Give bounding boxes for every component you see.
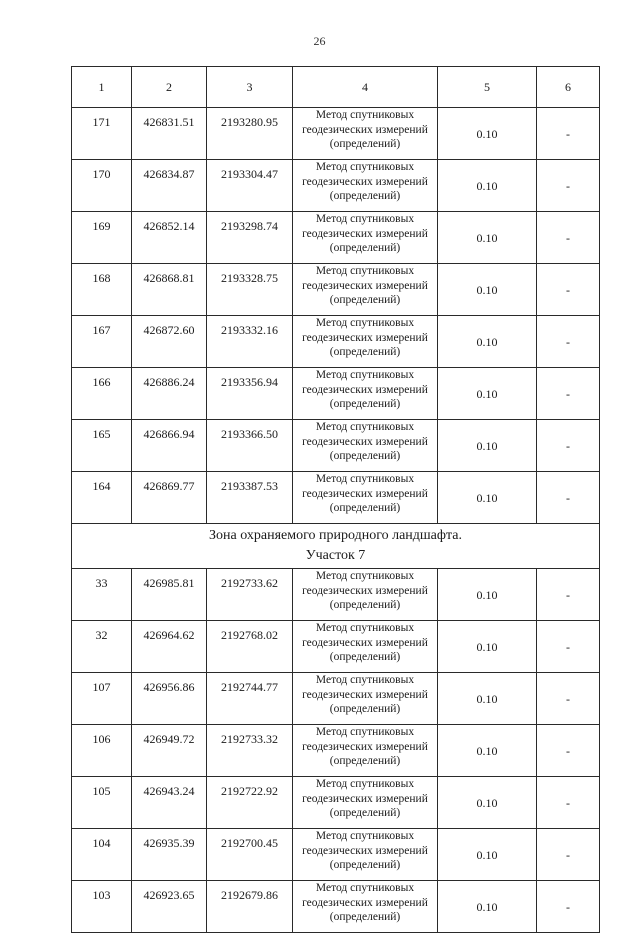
method-line-3: (определений)	[329, 859, 401, 871]
method-line-3: (определений)	[329, 703, 401, 715]
method-line-1: Метод спутниковых	[315, 109, 415, 121]
coordinate-y: 2193332.16	[207, 316, 293, 368]
method-cell	[293, 881, 438, 933]
point-number: 168	[72, 264, 132, 316]
note-value: -	[537, 160, 600, 212]
point-number: 33	[72, 569, 132, 621]
method-line-3: (определений)	[329, 346, 401, 358]
method-cell	[293, 368, 438, 420]
coordinate-x: 426834.87	[132, 160, 207, 212]
coordinate-y: 2192733.32	[207, 725, 293, 777]
note-value: -	[537, 420, 600, 472]
accuracy-value: 0.10	[438, 316, 537, 368]
accuracy-value: 0.10	[438, 264, 537, 316]
point-number: 107	[72, 673, 132, 725]
coordinate-x: 426923.65	[132, 881, 207, 933]
table-row	[72, 881, 600, 933]
method-line-3: (определений)	[329, 755, 401, 767]
note-value: -	[537, 316, 600, 368]
table-row	[72, 472, 600, 524]
table-row	[72, 420, 600, 472]
method-line-1: Метод спутниковых	[315, 161, 415, 173]
method-cell	[293, 160, 438, 212]
coordinate-y: 2193280.95	[207, 108, 293, 160]
table-row	[72, 777, 600, 829]
method-line-2: геодезических измерений	[302, 636, 428, 649]
note-value: -	[537, 472, 600, 524]
note-value: -	[537, 264, 600, 316]
method-line-1: Метод спутниковых	[315, 213, 415, 225]
coordinate-x: 426866.94	[132, 420, 207, 472]
point-number: 171	[72, 108, 132, 160]
method-cell	[293, 829, 438, 881]
coordinates-table	[71, 66, 600, 933]
table-row	[72, 621, 600, 673]
table-row	[72, 725, 600, 777]
note-value: -	[537, 777, 600, 829]
method-line-2: геодезических измерений	[302, 688, 428, 701]
coordinate-x: 426949.72	[132, 725, 207, 777]
method-cell	[293, 264, 438, 316]
point-number: 105	[72, 777, 132, 829]
method-line-1: Метод спутниковых	[315, 830, 415, 842]
method-line-2: геодезических измерений	[302, 279, 428, 292]
method-line-2: геодезических измерений	[302, 435, 428, 448]
accuracy-value: 0.10	[438, 621, 537, 673]
coordinate-x: 426964.62	[132, 621, 207, 673]
method-cell	[293, 316, 438, 368]
accuracy-value: 0.10	[438, 725, 537, 777]
method-cell	[293, 108, 438, 160]
coordinate-y: 2193356.94	[207, 368, 293, 420]
header-col-1: 1	[72, 67, 132, 108]
method-line-3: (определений)	[329, 911, 401, 923]
coordinate-y: 2192679.86	[207, 881, 293, 933]
method-line-3: (определений)	[329, 398, 401, 410]
method-line-1: Метод спутниковых	[315, 726, 415, 738]
method-line-1: Метод спутниковых	[315, 265, 415, 277]
accuracy-value: 0.10	[438, 569, 537, 621]
accuracy-value: 0.10	[438, 673, 537, 725]
point-number: 106	[72, 725, 132, 777]
table-row	[72, 212, 600, 264]
coordinate-y: 2192700.45	[207, 829, 293, 881]
method-line-2: геодезических измерений	[302, 383, 428, 396]
method-cell	[293, 777, 438, 829]
method-line-2: геодезических измерений	[302, 896, 428, 909]
coordinate-x: 426852.14	[132, 212, 207, 264]
method-line-1: Метод спутниковых	[315, 570, 415, 582]
method-line-3: (определений)	[329, 138, 401, 150]
accuracy-value: 0.10	[438, 420, 537, 472]
coordinate-x: 426869.77	[132, 472, 207, 524]
method-line-2: геодезических измерений	[302, 123, 428, 136]
table-row	[72, 569, 600, 621]
accuracy-value: 0.10	[438, 368, 537, 420]
note-value: -	[537, 569, 600, 621]
coordinate-y: 2193328.75	[207, 264, 293, 316]
coordinate-x: 426985.81	[132, 569, 207, 621]
point-number: 170	[72, 160, 132, 212]
method-line-2: геодезических измерений	[302, 584, 428, 597]
coordinate-y: 2192733.62	[207, 569, 293, 621]
method-line-1: Метод спутниковых	[315, 473, 415, 485]
coordinate-x: 426956.86	[132, 673, 207, 725]
note-value: -	[537, 829, 600, 881]
point-number: 169	[72, 212, 132, 264]
section-title-line-1: Зона охраняемого природного ландшафта.	[209, 528, 462, 543]
coordinate-x: 426943.24	[132, 777, 207, 829]
header-col-5: 5	[438, 67, 537, 108]
section-title-line-2: Участок 7	[305, 548, 366, 563]
note-value: -	[537, 368, 600, 420]
header-col-6: 6	[537, 67, 600, 108]
method-line-2: геодезических измерений	[302, 740, 428, 753]
header-col-2: 2	[132, 67, 207, 108]
table-row	[72, 829, 600, 881]
method-line-3: (определений)	[329, 599, 401, 611]
point-number: 167	[72, 316, 132, 368]
coordinate-x: 426935.39	[132, 829, 207, 881]
coordinate-y: 2192722.92	[207, 777, 293, 829]
method-line-1: Метод спутниковых	[315, 882, 415, 894]
note-value: -	[537, 212, 600, 264]
method-cell	[293, 420, 438, 472]
method-cell	[293, 569, 438, 621]
accuracy-value: 0.10	[438, 472, 537, 524]
point-number: 166	[72, 368, 132, 420]
header-col-3: 3	[207, 67, 293, 108]
coordinate-y: 2193366.50	[207, 420, 293, 472]
method-line-2: геодезических измерений	[302, 175, 428, 188]
accuracy-value: 0.10	[438, 777, 537, 829]
table-row	[72, 368, 600, 420]
coordinate-y: 2193304.47	[207, 160, 293, 212]
coordinate-y: 2193387.53	[207, 472, 293, 524]
note-value: -	[537, 673, 600, 725]
point-number: 103	[72, 881, 132, 933]
method-line-3: (определений)	[329, 242, 401, 254]
method-line-2: геодезических измерений	[302, 792, 428, 805]
note-value: -	[537, 725, 600, 777]
method-line-2: геодезических измерений	[302, 844, 428, 857]
method-line-1: Метод спутниковых	[315, 674, 415, 686]
table-row	[72, 108, 600, 160]
note-value: -	[537, 881, 600, 933]
section-heading-row	[72, 524, 600, 569]
method-line-3: (определений)	[329, 190, 401, 202]
method-line-1: Метод спутниковых	[315, 369, 415, 381]
page-number: 26	[313, 34, 326, 48]
method-cell	[293, 673, 438, 725]
point-number: 164	[72, 472, 132, 524]
coordinate-x: 426868.81	[132, 264, 207, 316]
section-heading	[72, 524, 600, 569]
method-line-3: (определений)	[329, 651, 401, 663]
table-row	[72, 673, 600, 725]
accuracy-value: 0.10	[438, 160, 537, 212]
note-value: -	[537, 108, 600, 160]
method-cell	[293, 472, 438, 524]
method-cell	[293, 212, 438, 264]
point-number: 32	[72, 621, 132, 673]
table-row	[72, 316, 600, 368]
accuracy-value: 0.10	[438, 212, 537, 264]
method-cell	[293, 621, 438, 673]
method-line-1: Метод спутниковых	[315, 622, 415, 634]
table-header-row	[72, 67, 600, 108]
method-line-2: геодезических измерений	[302, 227, 428, 240]
method-line-3: (определений)	[329, 502, 401, 514]
coordinate-y: 2192768.02	[207, 621, 293, 673]
method-line-3: (определений)	[329, 450, 401, 462]
coordinate-x: 426831.51	[132, 108, 207, 160]
method-line-3: (определений)	[329, 294, 401, 306]
accuracy-value: 0.10	[438, 829, 537, 881]
point-number: 104	[72, 829, 132, 881]
method-line-2: геодезических измерений	[302, 331, 428, 344]
coordinate-x: 426886.24	[132, 368, 207, 420]
method-line-1: Метод спутниковых	[315, 421, 415, 433]
note-value: -	[537, 621, 600, 673]
method-line-1: Метод спутниковых	[315, 317, 415, 329]
method-line-1: Метод спутниковых	[315, 778, 415, 790]
coordinate-y: 2192744.77	[207, 673, 293, 725]
coordinate-x: 426872.60	[132, 316, 207, 368]
method-line-3: (определений)	[329, 807, 401, 819]
accuracy-value: 0.10	[438, 108, 537, 160]
table-row	[72, 264, 600, 316]
method-cell	[293, 725, 438, 777]
coordinate-y: 2193298.74	[207, 212, 293, 264]
header-col-4: 4	[293, 67, 438, 108]
point-number: 165	[72, 420, 132, 472]
accuracy-value: 0.10	[438, 881, 537, 933]
method-line-2: геодезических измерений	[302, 487, 428, 500]
table-row	[72, 160, 600, 212]
